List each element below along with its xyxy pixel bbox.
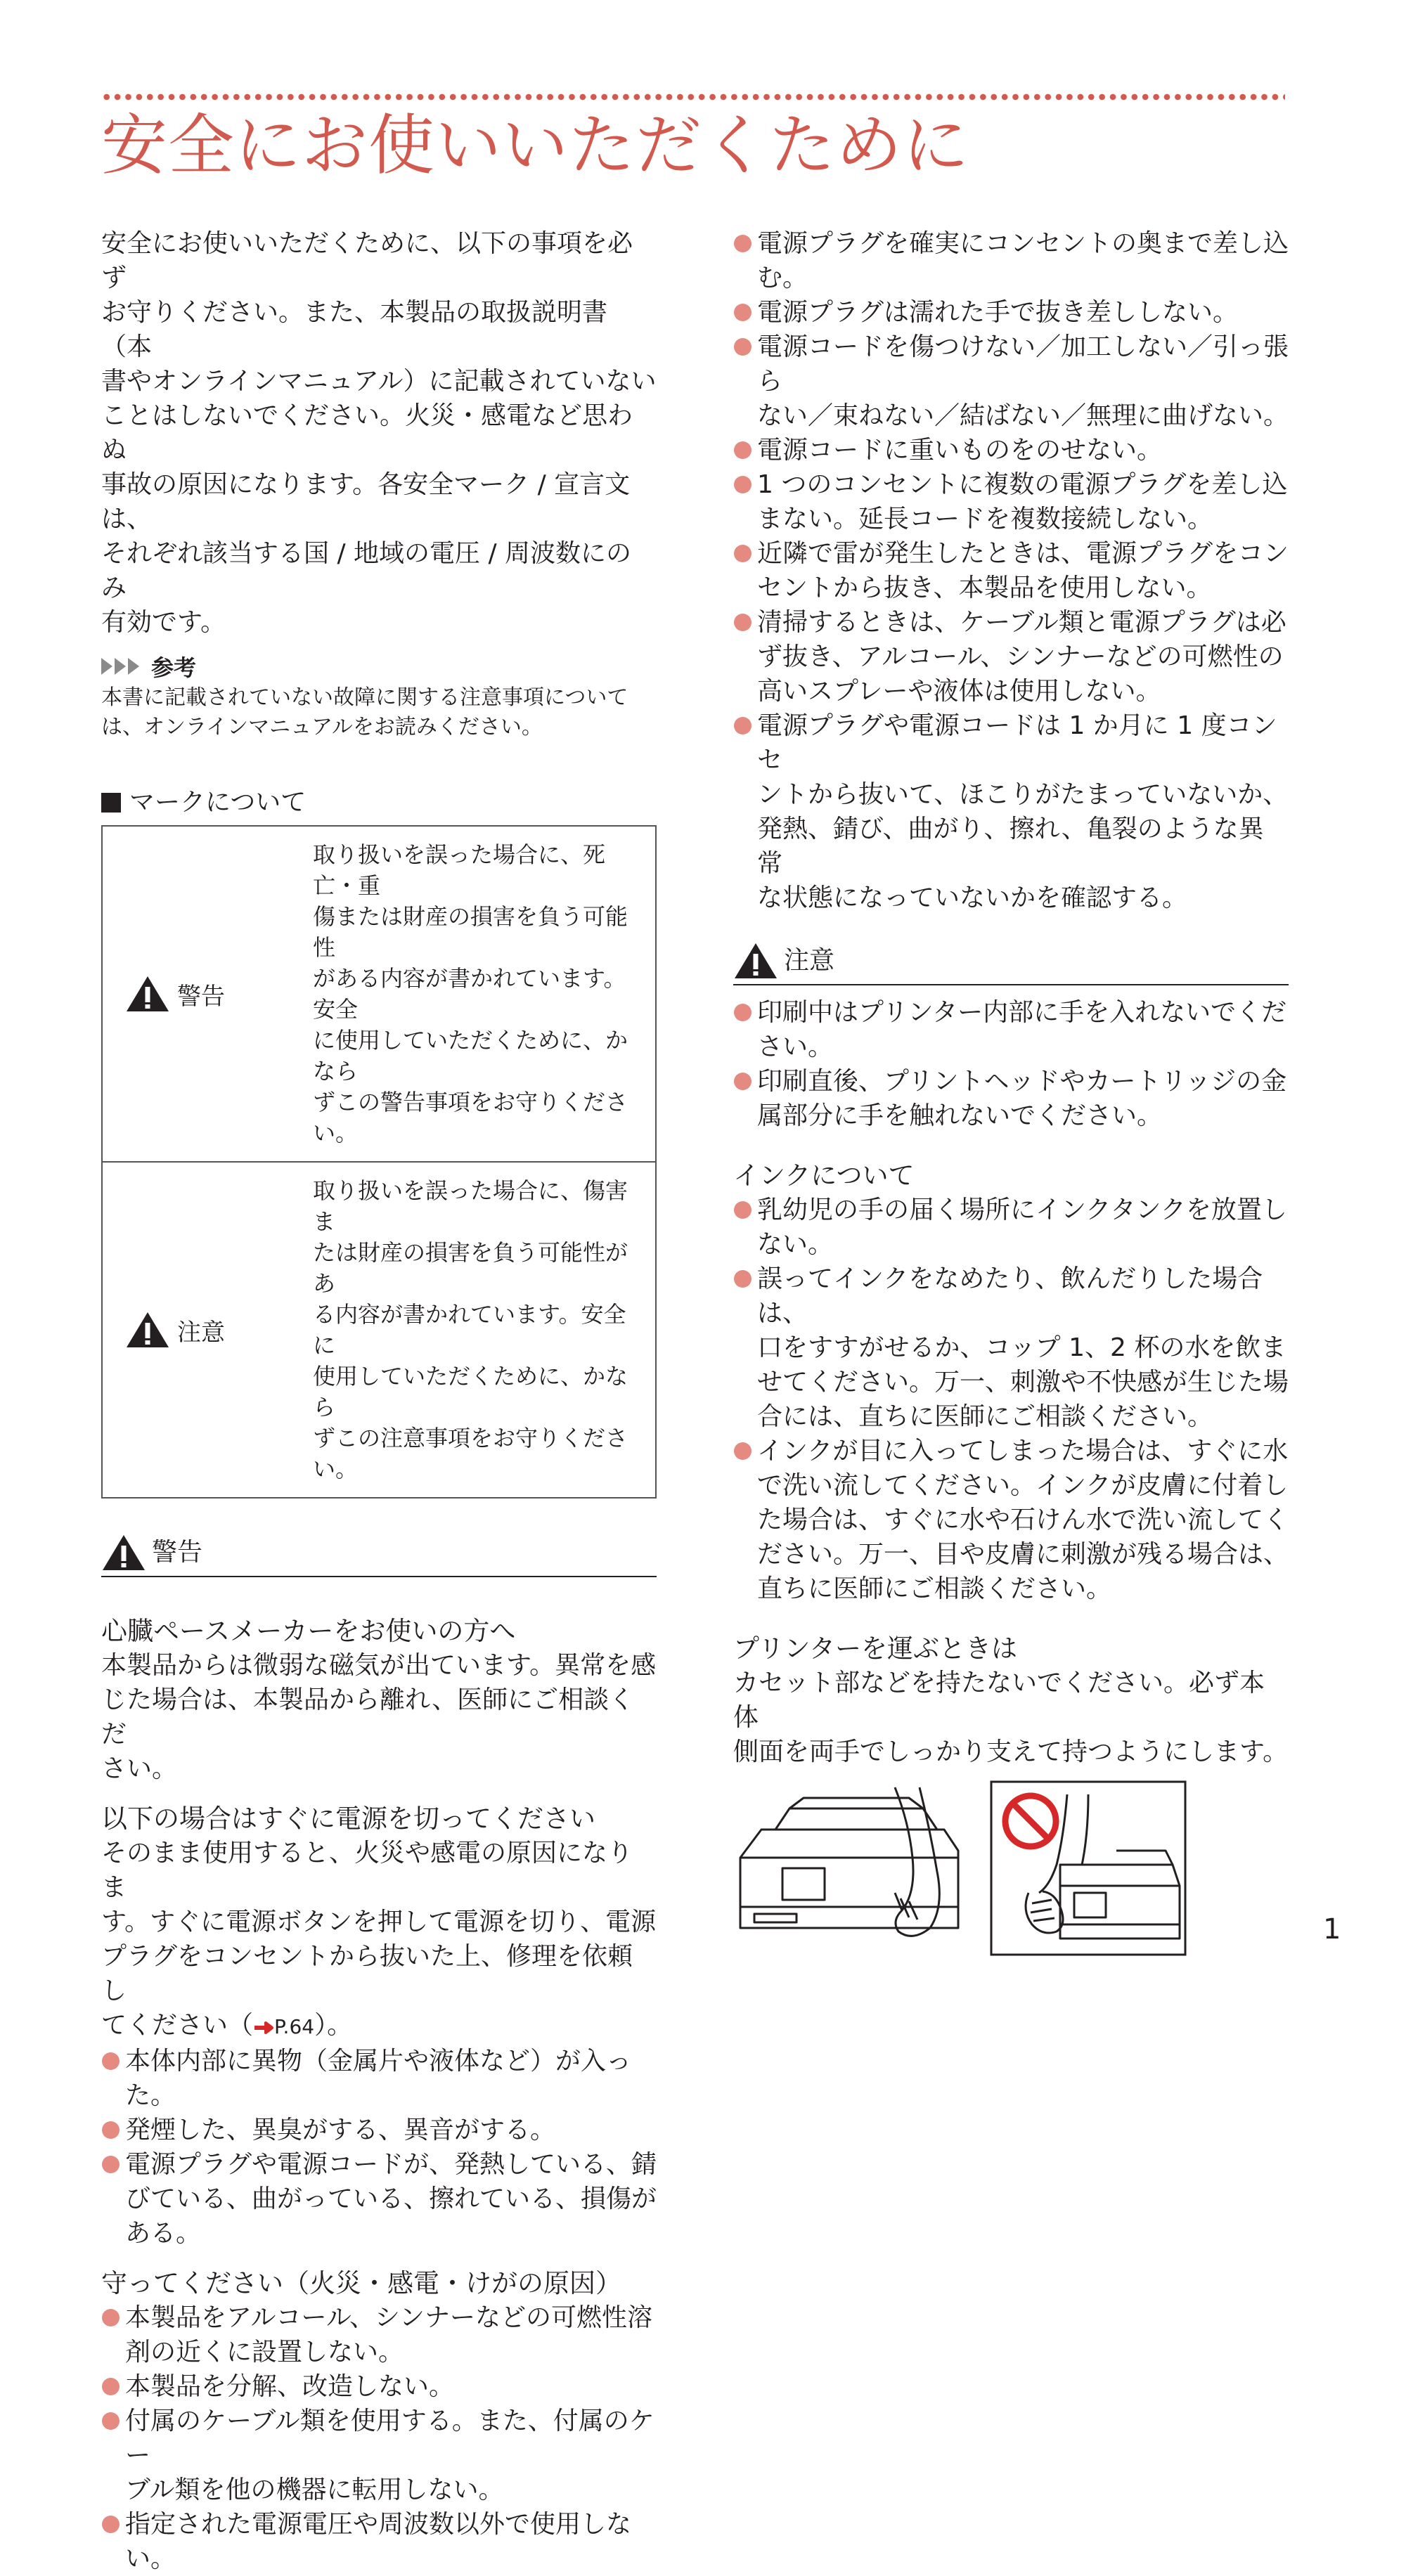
caution-description: 取り扱いを誤った場合に、傷害ま たは財産の損害を負う可能性があ る内容が書かれています。安全に 使用していただくために、かなら ずこの注意事項をお守りください。 — [313, 1177, 628, 1482]
left-column — [101, 226, 657, 2576]
list-item: 電源プラグを確実にコンセントの奥まで差し込 む。 — [733, 226, 1289, 295]
list-item: 付属のケーブル類を使用する。また、付属のケー ブル類を他の機器に転用しない。 — [101, 2404, 657, 2507]
caution-heading: 注意 — [733, 942, 1289, 985]
table-row — [102, 826, 656, 1162]
marks-table — [101, 825, 657, 1499]
power-off-text: そのまま使用すると、火災や感電の原因になりま す。すぐに電源ボタンを押して電源を切り、電源 プラグをコンセントから抜いた上、修理を依頼し てください（ P.64）。 — [101, 1839, 657, 2040]
list-item: インクが目に入ってしまった場合は、すぐに水 で洗い流してください。インクが皮膚に付着し た場合は、すぐに水や石けん水で洗い流してく ださい。万一、目や皮膚に刺激が残る場合は、 直ちに医師にご相談ください。 — [733, 1434, 1289, 1606]
warning-triangle-icon — [733, 942, 778, 980]
warning-heading: 警告 — [101, 1534, 657, 1577]
protect-heading: 守ってください（火災・感電・けがの原因） — [101, 2268, 621, 2298]
caution-list — [733, 995, 1289, 1133]
list-item: 電源コードを傷つけない／加工しない／引っ張ら ない／束ねない／結ばない／無理に曲げない。 — [733, 330, 1289, 433]
list-item: 本体内部に異物（金属片や液体など）が入った。 — [101, 2044, 657, 2113]
square-bullet-icon — [101, 793, 121, 813]
protect-list — [101, 2300, 657, 2576]
list-item: 1 つのコンセントに複数の電源プラグを差し込 まない。延長コードを複数接続しない。 — [733, 467, 1289, 536]
note-text: 本書に記載されていない故障に関する注意事項について は、オンラインマニュアルをお読みください。 — [101, 685, 628, 739]
pointing-hand-icon — [253, 2020, 274, 2035]
list-item: 電源プラグは濡れた手で抜き差ししない。 — [733, 295, 1289, 330]
list-item: 指定された電源電圧や周波数以外で使用しない。 — [101, 2507, 657, 2576]
list-item: 電源プラグや電源コードは 1 か月に 1 度コンセ ントから抜いて、ほこりがたまっていないか、 発熱、錆び、曲がり、擦れ、亀裂のような異常 な状態になっていないかを確認する。 — [733, 708, 1289, 915]
list-item: 印刷直後、プリントヘッドやカートリッジの金 属部分に手を触れないでください。 — [733, 1064, 1289, 1133]
carry-heading: プリンターを運ぶときは — [733, 1633, 1018, 1664]
carry-illustrations — [733, 1780, 1289, 1963]
list-item: 印刷中はプリンター内部に手を入れないでくだ さい。 — [733, 995, 1289, 1064]
warning-triangle-icon — [101, 1534, 146, 1572]
list-item: 電源コードに重いものをのせない。 — [733, 433, 1289, 467]
carry-text: カセット部などを持たないでください。必ず本体 側面を両手でしっかり支えて持つようにします。 — [733, 1669, 1289, 1766]
incorrect-carry-illustration — [990, 1780, 1187, 1956]
list-item: 清掃するときは、ケーブル類と電源プラグは必 ず抜き、アルコール、シンナーなどの可燃性の 高いスプレーや液体は使用しない。 — [733, 605, 1289, 708]
pacemaker-text: 本製品からは微弱な磁気が出ています。異常を感 じた場合は、本製品から離れ、医師にご相談くだ さい。 — [101, 1651, 657, 1783]
ink-heading: インクについて — [733, 1160, 915, 1191]
intro-text: 安全にお使いいただくために、以下の事項を必ず お守りください。また、本製品の取扱説明書（本 書やオンラインマニュアル）に記載されていない ことはしないでください。火災・感電など思わぬ 事故の原因になります。各安全マーク / 宣言文は、 それぞれ該当する国 / 地域の電圧 / 周波数にのみ 有効です。 — [101, 229, 657, 637]
list-item: 誤ってインクをなめたり、飲んだりした場合は、 口をすすがせるか、コップ 1、2 杯の水を飲ま せてください。万一、刺激や不快感が生じた場 合には、直ちに医師にご相談ください。 — [733, 1262, 1289, 1434]
ink-list — [733, 1193, 1289, 1606]
dotted-divider — [101, 93, 1285, 101]
page-number: 1 — [1323, 1913, 1341, 1946]
note-heading: 参考 — [101, 649, 657, 683]
list-item: 乳幼児の手の届く場所にインクタンクを放置し ない。 — [733, 1193, 1289, 1262]
list-item: 本製品をアルコール、シンナーなどの可燃性溶 剤の近くに設置しない。 — [101, 2300, 657, 2369]
power-off-list — [101, 2044, 657, 2251]
page-reference-link[interactable]: P.64 — [253, 2015, 314, 2038]
right-column — [733, 226, 1289, 1963]
pacemaker-heading: 心臓ペースメーカーをお使いの方へ — [101, 1616, 516, 1646]
correct-carry-illustration — [733, 1780, 965, 1956]
table-row — [102, 1162, 656, 1498]
list-item: 電源プラグや電源コードが、発熱している、錆 びている、曲がっている、擦れている、損傷が ある。 — [101, 2147, 657, 2251]
chevron-right-icon — [101, 658, 141, 675]
warning-triangle-icon — [125, 1311, 170, 1349]
warning-description: 取り扱いを誤った場合に、死亡・重 傷または財産の損害を負う可能性 がある内容が書かれています。安全 に使用していただくために、かなら ずこの警告事項をお守りください。 — [313, 841, 628, 1146]
caution-label: 注意 — [177, 1318, 225, 1347]
power-off-heading: 以下の場合はすぐに電源を切ってください — [101, 1804, 595, 1834]
marks-section-label: マークについて — [101, 786, 657, 820]
list-item: 本製品を分解、改造しない。 — [101, 2369, 657, 2404]
list-item: 発煙した、異臭がする、異音がする。 — [101, 2113, 657, 2147]
warning-triangle-icon — [125, 975, 170, 1013]
page-title: 安全にお使いいただくために — [101, 108, 970, 184]
list-item: 近隣で雷が発生したときは、電源プラグをコン セントから抜き、本製品を使用しない。 — [733, 536, 1289, 605]
warning-label: 警告 — [177, 982, 225, 1011]
power-plug-list — [733, 226, 1289, 915]
